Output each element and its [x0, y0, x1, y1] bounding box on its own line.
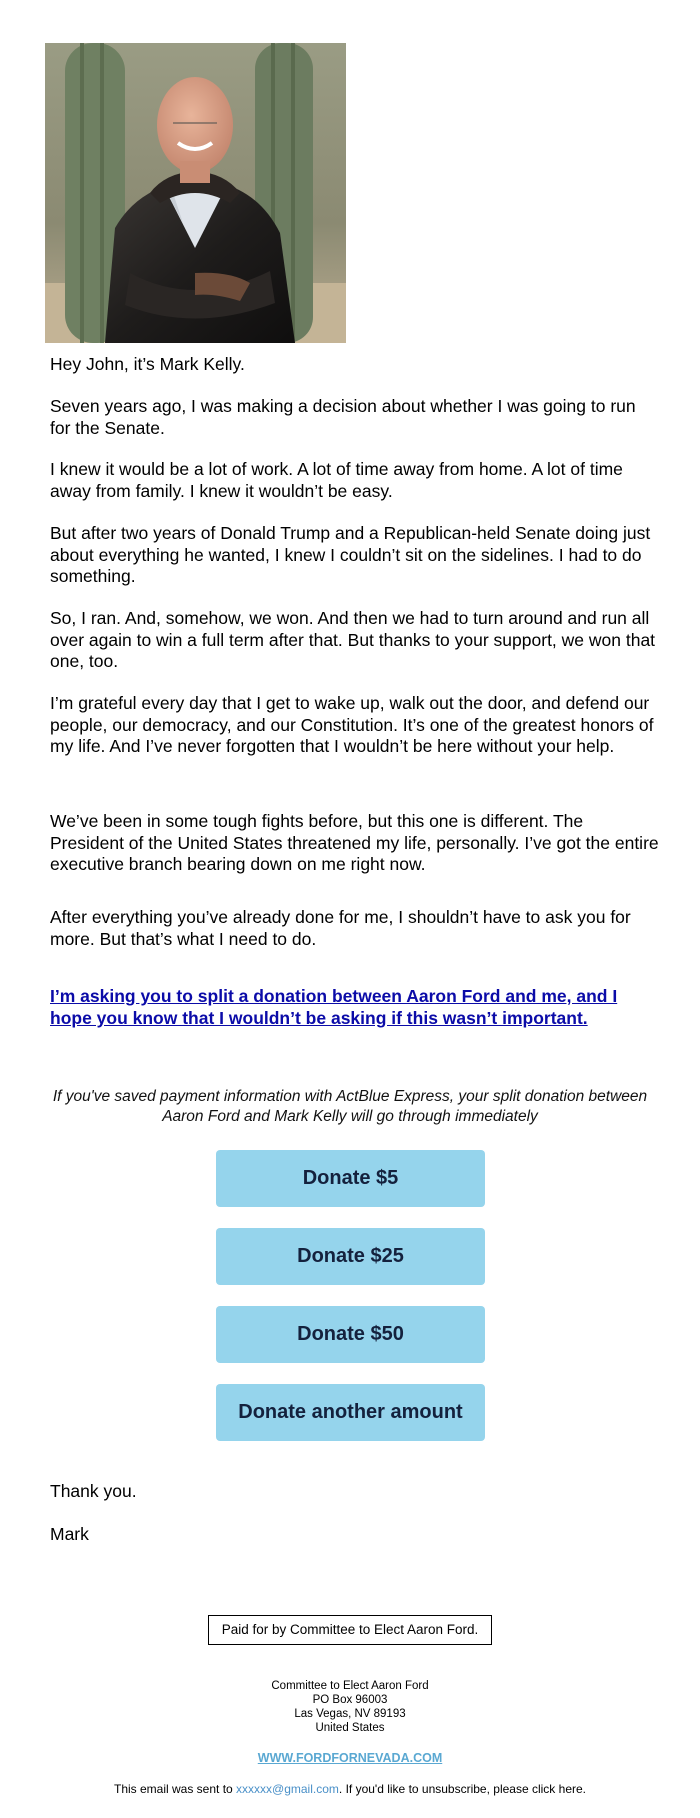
- donate-other-button[interactable]: Donate another amount: [216, 1384, 485, 1441]
- address-country: United States: [315, 1722, 385, 1734]
- paragraph-1: Seven years ago, I was making a decision about whether I was going to run for the Senate.: [50, 396, 636, 438]
- paragraph-4: So, I ran. And, somehow, we won. And then we had to turn around and run all over again to win a full term after that. But thanks to your support, we won that one, too.: [50, 608, 656, 671]
- hero-photo: [45, 43, 346, 343]
- paragraph-7: After everything you’ve already done for me, I shouldn’t have to ask you for more. But that’s what I need to do.: [50, 907, 631, 949]
- donate-25-button[interactable]: Donate $25: [216, 1228, 485, 1285]
- paid-for-disclaimer: Paid for by Committee to Elect Aaron Ford.: [208, 1615, 492, 1645]
- address-line1: PO Box 96003: [312, 1694, 388, 1706]
- greeting: Hey John, it’s Mark Kelly.: [50, 354, 245, 374]
- unsubscribe-footer: [50, 1782, 650, 1796]
- donate-5-button[interactable]: Donate $5: [216, 1150, 485, 1207]
- mailing-address: [150, 1679, 550, 1735]
- paragraph-6: We’ve been in some tough fights before, but this one is different. The President of the United States threatened my life, personally. I’ve got the entire executive branch bearing down on me right now.: [50, 811, 659, 874]
- paragraph-2: I knew it would be a lot of work. A lot of time away from home. A lot of time away from family. I knew it wouldn’t be easy.: [50, 459, 623, 501]
- footer-prefix: This email was sent to: [113, 1782, 237, 1796]
- address-line2: Las Vegas, NV 89193: [294, 1708, 406, 1720]
- footer-suffix[interactable]: . If you'd like to unsubscribe, please click here.: [338, 1782, 586, 1796]
- paragraph-3: But after two years of Donald Trump and a Republican-held Senate doing just about everything he wanted, I knew I couldn’t sit on the sidelines. I had to do something.: [50, 523, 651, 586]
- actblue-express-note: If you've saved payment information with ActBlue Express, your split donation between Aaron Ford and Mark Kelly will go through immediately: [52, 1088, 648, 1125]
- donate-50-button[interactable]: Donate $50: [216, 1306, 485, 1363]
- recipient-email[interactable]: xxxxxx@gmail.com: [236, 1782, 339, 1796]
- closing: Thank you.: [50, 1481, 137, 1501]
- signature: Mark: [50, 1524, 89, 1544]
- address-org: Committee to Elect Aaron Ford: [271, 1680, 429, 1692]
- donation-ask-link[interactable]: I’m asking you to split a donation between Aaron Ford and me, and I hope you know that I wouldn’t be asking if this wasn’t important.: [50, 986, 618, 1028]
- website-link[interactable]: WWW.FORDFORNEVADA.COM: [257, 1751, 443, 1765]
- paragraph-5: I’m grateful every day that I get to wake up, walk out the door, and defend our people, our democracy, and our Constitution. It’s one of the greatest honors of my life. And I’ve never forgotten that I wouldn’t be here without your help.: [50, 693, 654, 756]
